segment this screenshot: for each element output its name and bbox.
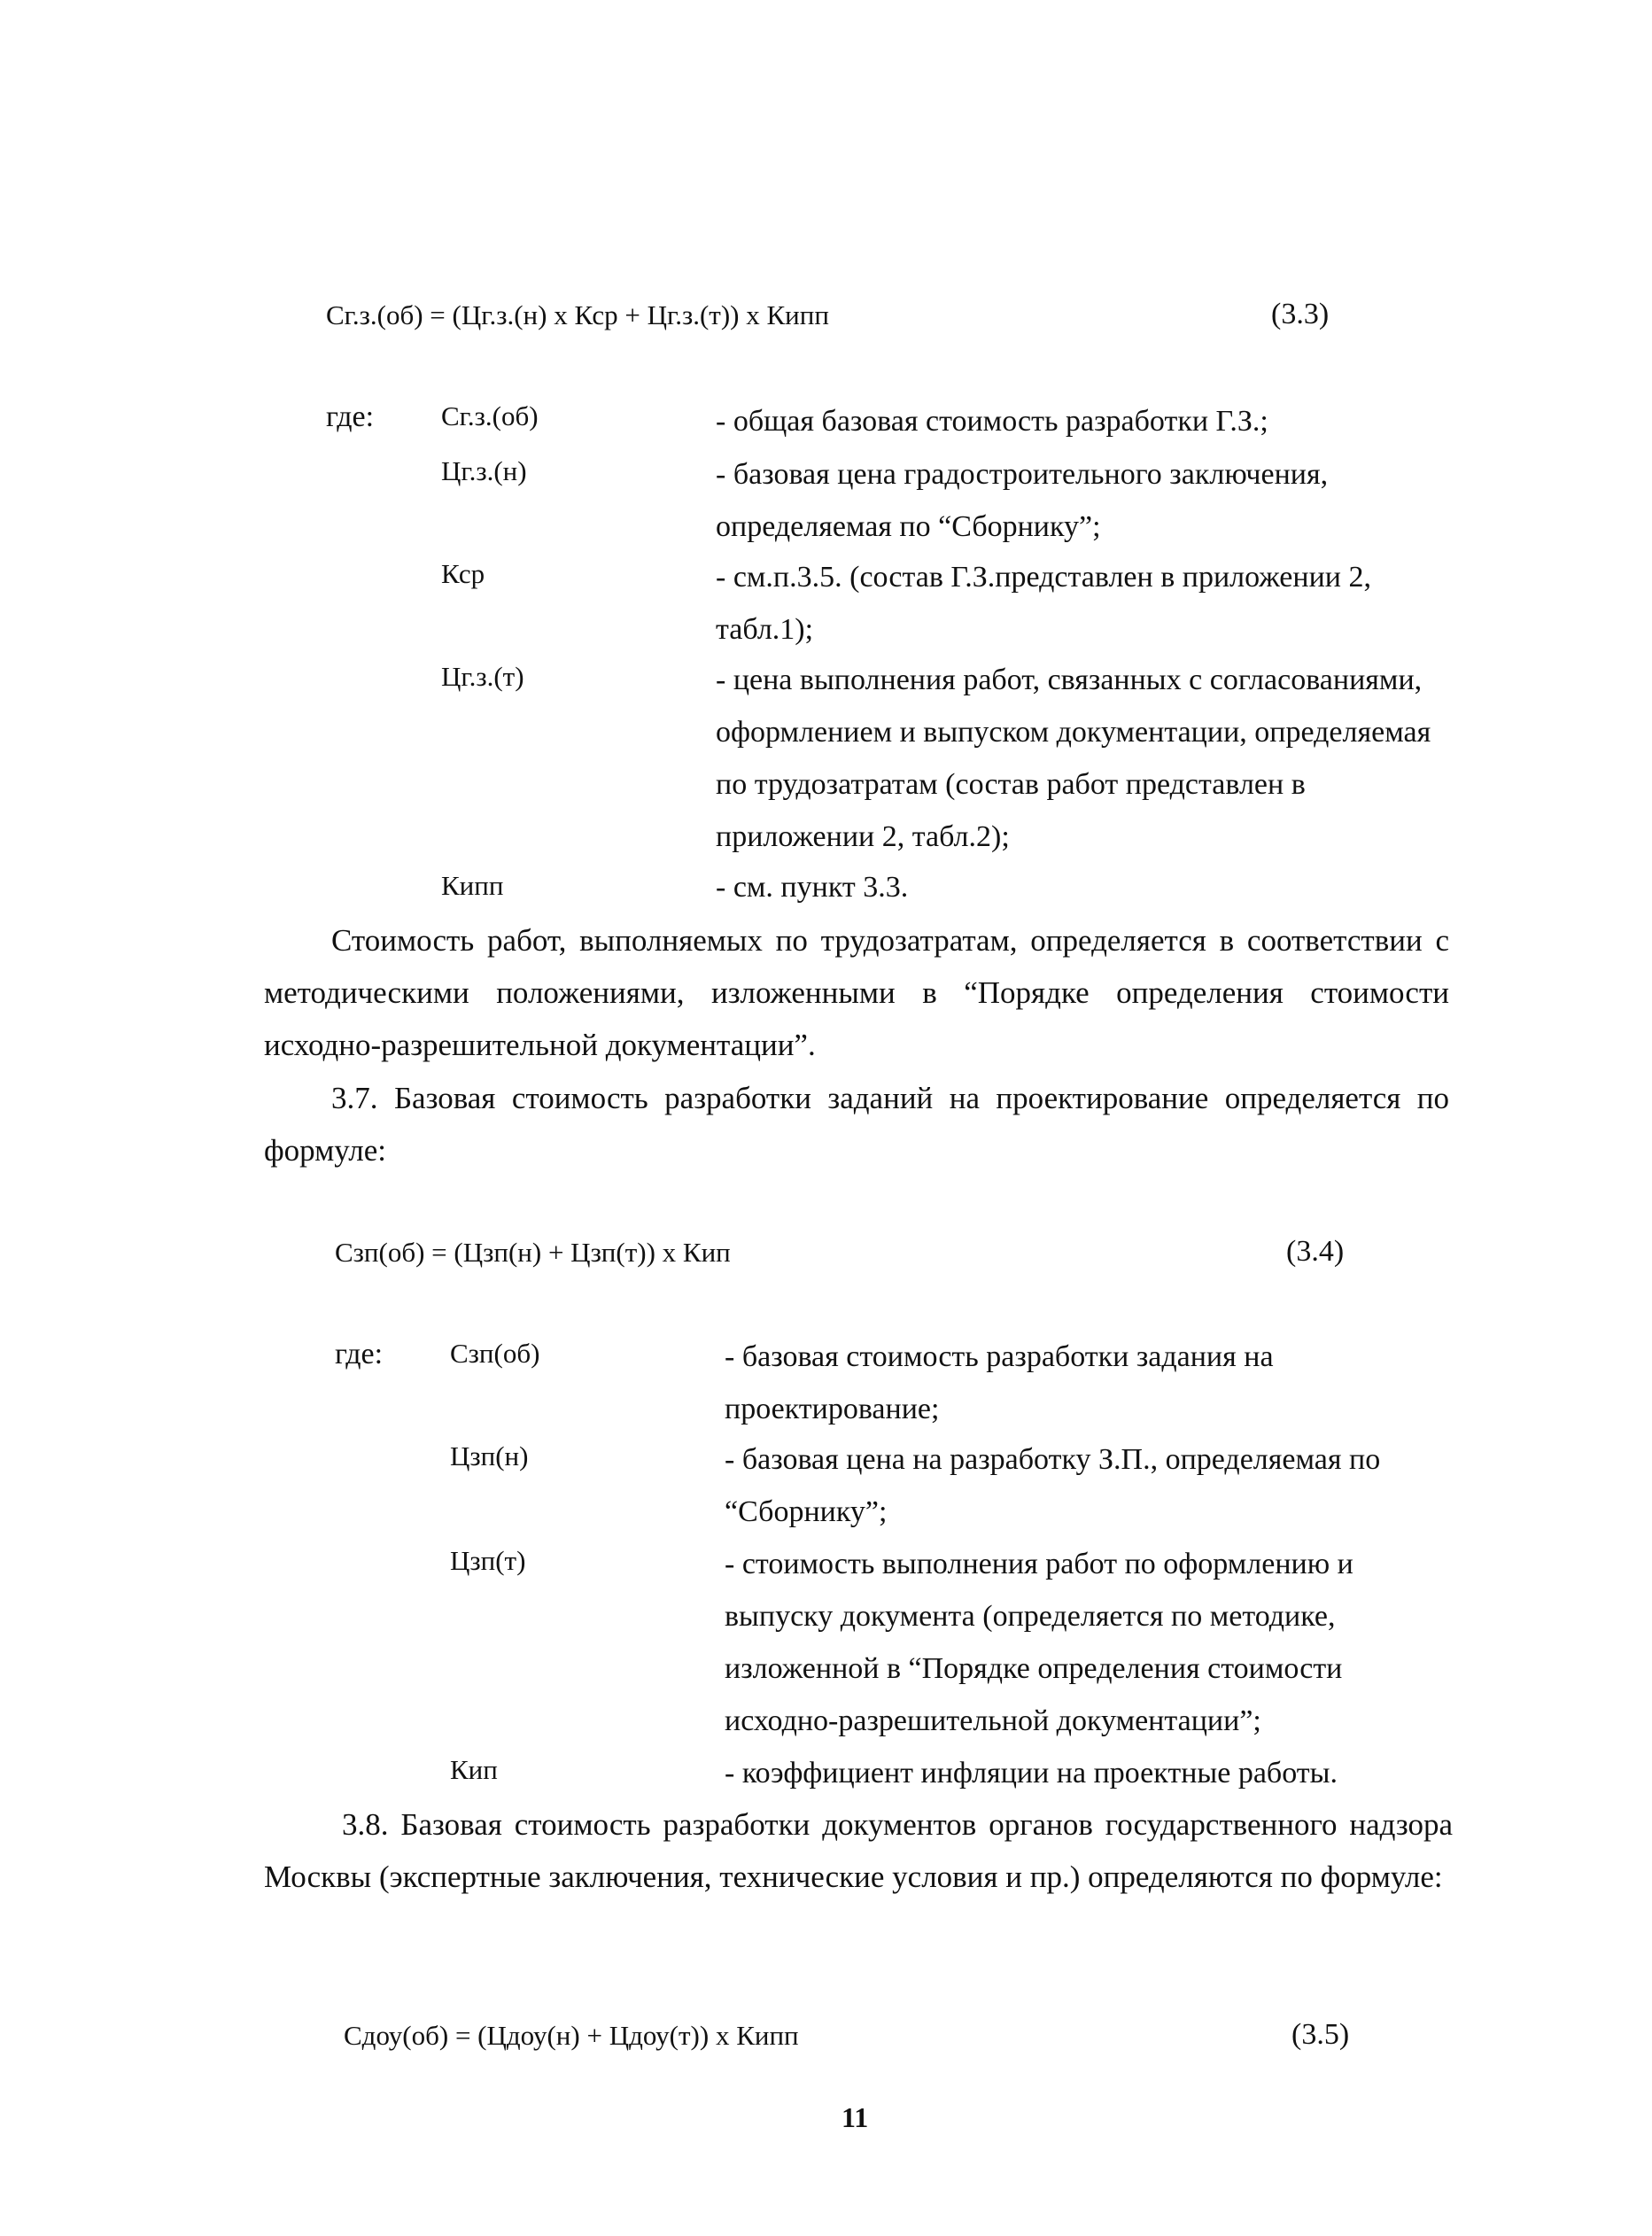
- legend-description: - базовая цена градостроительного заключения, определяемая по “Сборнику”;: [716, 458, 1329, 543]
- equation-number-3-4: (3.4): [1286, 1235, 1345, 1268]
- formula-3-4: Сзп(об) = (Цзп(н) + Цзп(т)) х Кип: [335, 1237, 731, 1268]
- legend-symbol: Сг.з.(об): [441, 400, 539, 431]
- legend-description: - см. пункт 3.3.: [716, 871, 909, 904]
- equation-number-3-5: (3.5): [1291, 2018, 1350, 2051]
- legend-description: - цена выполнения работ, связанных с согласованиями, оформлением и выпуском документации, определяемая по трудозатратам (состав работ представлен в приложении 2, табл.2);: [716, 664, 1431, 853]
- formula-3-3: Сг.з.(об) = (Цг.з.(н) х Кср + Цг.з.(т)) х Кипп: [326, 299, 829, 330]
- legend-description: - базовая цена на разработку З.П., определяемая по “Сборнику”;: [725, 1443, 1381, 1528]
- legend-description: - коэффициент инфляции на проектные работы.: [725, 1757, 1338, 1790]
- legend-symbol: Кип: [450, 1754, 498, 1785]
- paragraph-3-8: 3.8. Базовая стоимость разработки документов органов государственного надзора Москвы (экспертные заключения, технические условия и пр.) определяются по формуле:: [264, 1807, 1453, 1894]
- legend-symbol: Кср: [441, 558, 485, 589]
- legend-symbol: Цзп(т): [450, 1545, 526, 1576]
- legend-symbol: Цг.з.(н): [441, 455, 527, 486]
- paragraph-labor-costs: Стоимость работ, выполняемых по трудозатратам, определяется в соответствии с методическими положениями, изложенными в “Порядке определения стоимости исходно-разрешительной документации”.: [264, 923, 1449, 1062]
- equation-number-3-3: (3.3): [1271, 298, 1330, 330]
- page-number: 11: [842, 2101, 869, 2133]
- legend-description: - общая базовая стоимость разработки Г.З.;: [716, 405, 1268, 438]
- where-label: где:: [326, 400, 375, 433]
- legend-description: - см.п.3.5. (состав Г.З.представлен в приложении 2, табл.1);: [716, 561, 1371, 646]
- formula-3-5: Сдоу(об) = (Цдоу(н) + Цдоу(т)) х Кипп: [344, 2020, 799, 2051]
- legend-symbol: Кипп: [441, 870, 504, 901]
- legend-symbol: Сзп(об): [450, 1338, 540, 1369]
- legend-description: - базовая стоимость разработки задания на проектирование;: [725, 1340, 1274, 1425]
- legend-description: - стоимость выполнения работ по оформлению и выпуску документа (определяется по методике, изложенной в “Порядке определения стоимости исходно-разрешительной документации”;: [725, 1548, 1353, 1737]
- legend-symbol: Цзп(н): [450, 1440, 529, 1471]
- legend-symbol: Цг.з.(т): [441, 661, 524, 692]
- paragraph-3-7: 3.7. Базовая стоимость разработки заданий на проектирование определяется по формуле:: [264, 1081, 1449, 1168]
- where-label: где:: [335, 1338, 384, 1370]
